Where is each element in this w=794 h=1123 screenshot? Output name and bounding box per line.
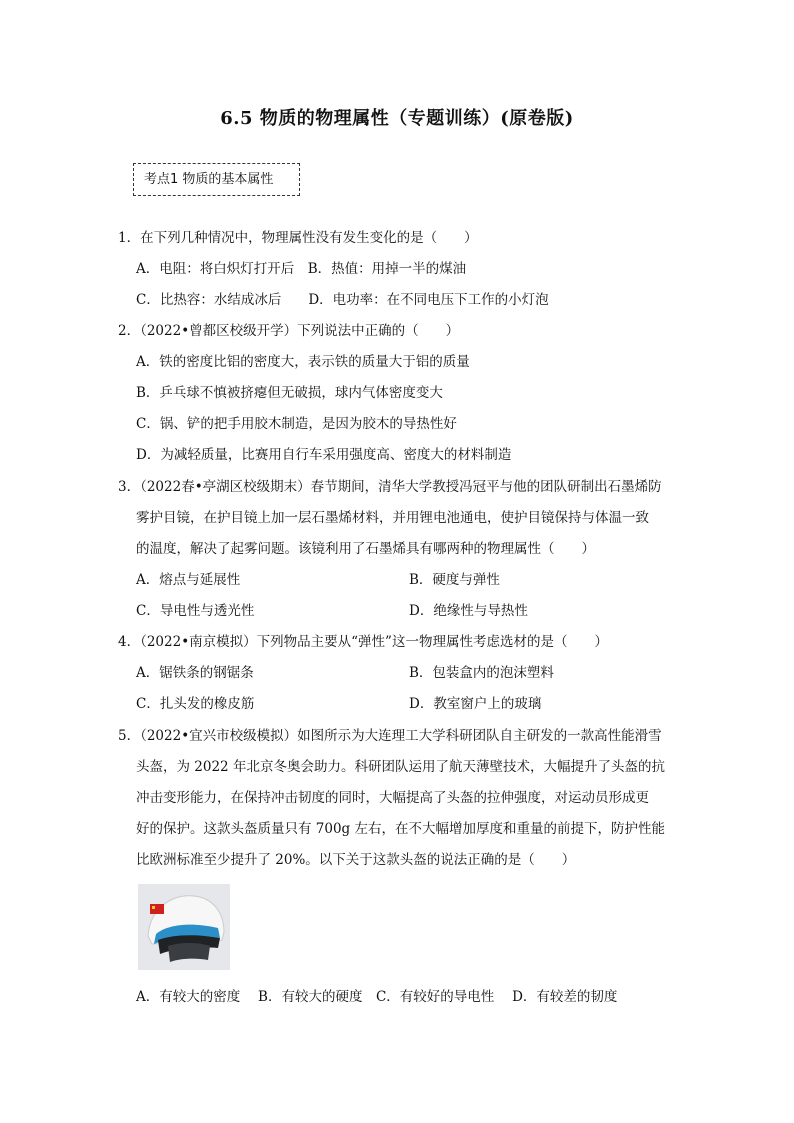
question-5-stem-line-4: 好的保护。这款头盔质量只有 700g 左右，在不大幅增加厚度和重量的前提下，防护性能 (136, 821, 665, 837)
question-5-stem-line-2: 头盔，为 2022 年北京冬奥会助力。科研团队运用了航天薄壁技术，大幅提升了头盔的抗 (136, 759, 665, 775)
page-title: 6.5 物质的物理属性（专题训练）(原卷版) (220, 108, 574, 129)
question-5-stem-line-3: 冲击变形能力，在保持冲击韧度的同时，大幅提高了头盔的拉伸强度，对运动员形成更 (136, 790, 649, 806)
helmet-illustration (138, 884, 230, 970)
question-5-stem-line-1: 5．（2022•宜兴市校级模拟）如图所示为大连理工大学科研团队自主研发的一款高性能滑雪 (118, 728, 662, 744)
ski-helmet-image (138, 884, 230, 970)
question-1-options-row-1: A．电阻：将白炽灯打开后 B．热值：用掉一半的煤油 (136, 261, 467, 277)
question-4-option-c: C．扎头发的橡皮筋 (136, 696, 255, 712)
question-4-option-b: B．包装盒内的泡沫塑料 (409, 665, 554, 681)
question-3-option-d: D．绝缘性与导热性 (409, 603, 528, 619)
question-3-stem-line-2: 雾护目镜，在护目镜上加一层石墨烯材料，并用锂电池通电，使护目镜保持与体温一致 (136, 510, 649, 526)
question-1-options-row-2: C．比热容：水结成冰后 D．电功率：在不同电压下工作的小灯泡 (136, 292, 549, 308)
question-2-stem: 2．（2022•曾都区校级开学）下列说法中正确的（ ） (118, 323, 460, 339)
question-3-stem-line-3: 的温度，解决了起雾问题。该镜利用了石墨烯具有哪两种的物理属性（ ） (136, 541, 595, 557)
question-3-option-a: A．熔点与延展性 (136, 572, 241, 588)
question-2-option-a: A．铁的密度比铝的密度大，表示铁的质量大于铝的质量 (136, 354, 470, 370)
question-5-options-row: A．有较大的密度 B．有较大的硬度 C．有较好的导电性 D．有较差的韧度 (136, 989, 618, 1005)
question-4-stem: 4．（2022•南京模拟）下列物品主要从“弹性”这一物理属性考虑选材的是（ ） (118, 634, 608, 650)
question-3-stem-line-1: 3．（2022春•亭湖区校级期末）春节期间，清华大学教授冯冠平与他的团队研制出石墨烯防 (118, 479, 662, 495)
question-2-option-b: B．乒乓球不慎被挤瘪但无破损，球内气体密度变大 (136, 385, 443, 401)
question-3-option-b: B．硬度与弹性 (409, 572, 500, 588)
question-4-option-a: A．锯铁条的钢锯条 (136, 665, 254, 681)
question-1-stem: 1．在下列几种情况中，物理属性没有发生变化的是（ ） (118, 230, 478, 246)
question-2-option-c: C．锅、铲的把手用胶木制造，是因为胶木的导热性好 (136, 416, 457, 432)
question-4-option-d: D．教室窗户上的玻璃 (409, 696, 542, 712)
question-5-stem-line-5: 比欧洲标准至少提升了 20%。以下关于这款头盔的说法正确的是（ ） (136, 852, 576, 868)
question-2-option-d: D．为减轻质量，比赛用自行车采用强度高、密度大的材料制造 (136, 447, 512, 463)
question-3-option-c: C．导电性与透光性 (136, 603, 255, 619)
section-heading: 考点1 物质的基本属性 (133, 163, 300, 196)
